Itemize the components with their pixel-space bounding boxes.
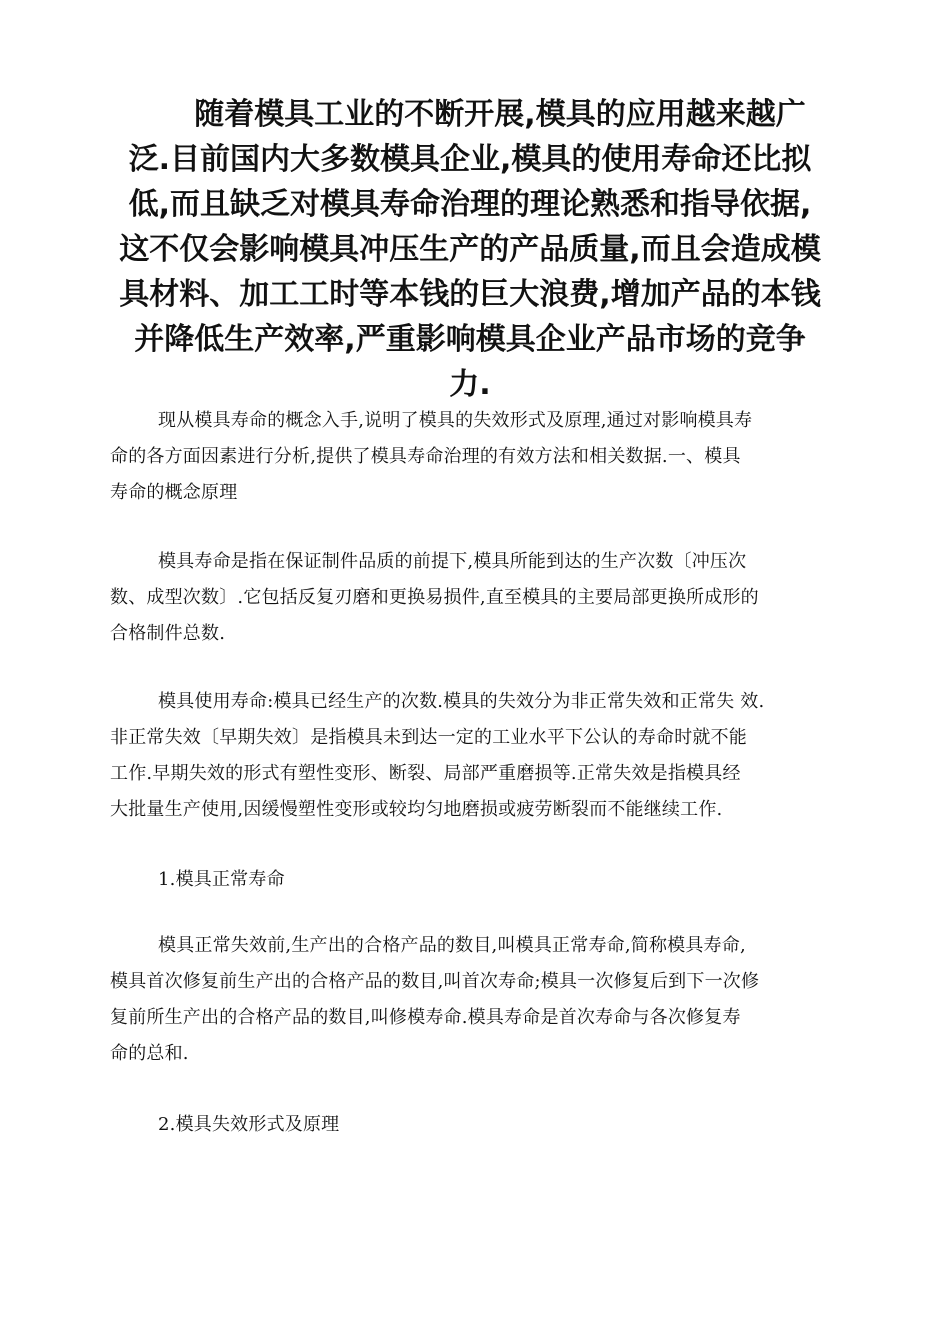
text-line: 模具使用寿命:模具已经生产的次数.模具的失效分为非正常失效和正常失 效. — [158, 691, 765, 712]
abstract-heading — [100, 92, 840, 407]
text-line: 现从模具寿命的概念入手,说明了模具的失效形式及原理,通过对影响模具寿 — [158, 410, 753, 431]
text-line: 命的总和. — [110, 1043, 189, 1064]
text-line: 模具首次修复前生产出的合格产品的数目,叫首次寿命;模具一次修复后到下一次修 — [110, 971, 760, 992]
intro-paragraph — [110, 403, 842, 511]
text-line: 非正常失效〔早期失效〕是指模具未到达一定的工业水平下公认的寿命时就不能 — [110, 727, 747, 748]
section-title: 1.模具正常寿命 — [158, 869, 285, 890]
text-line: 工作.早期失效的形式有塑性变形、断裂、局部严重磨损等.正常失效是指模具经 — [110, 763, 741, 784]
abstract-line: 随着模具工业的不断开展,模具的应用越来越广 — [194, 97, 806, 132]
abstract-line: 这不仅会影响模具冲压生产的产品质量,而且会造成模 — [119, 232, 821, 267]
section-title: 2.模具失效形式及原理 — [158, 1114, 340, 1135]
text-line: 大批量生产使用,因缓慢塑性变形或较均匀地磨损或疲劳断裂而不能继续工作. — [110, 799, 723, 820]
abstract-line: 并降低生产效率,严重影响模具企业产品市场的竞争 — [134, 322, 806, 357]
abstract-line: 低,而且缺乏对模具寿命治理的理论熟悉和指导依据, — [128, 187, 812, 222]
text-line: 模具寿命是指在保证制件品质的前提下,模具所能到达的生产次数〔冲压次 — [158, 551, 747, 572]
definition-paragraph — [110, 544, 842, 652]
abstract-line: 泛.目前国内大多数模具企业,模具的使用寿命还比拟 — [128, 142, 812, 177]
text-line: 复前所生产出的合格产品的数目,叫修模寿命.模具寿命是首次寿命与各次修复寿 — [110, 1007, 741, 1028]
service-life-paragraph — [110, 684, 842, 828]
text-line: 命的各方面因素进行分析,提供了模具寿命治理的有效方法和相关数据.一、模具 — [110, 446, 741, 467]
text-line: 合格制件总数. — [110, 623, 226, 644]
section-heading-2 — [110, 1107, 842, 1143]
abstract-line: 具材料、加工工时等本钱的巨大浪费,增加产品的本钱 — [119, 277, 821, 312]
normal-life-paragraph — [110, 928, 842, 1072]
text-line: 寿命的概念原理 — [110, 482, 238, 503]
abstract-line: 力. — [449, 367, 491, 402]
text-line: 模具正常失效前,生产出的合格产品的数目,叫模具正常寿命,简称模具寿命, — [158, 935, 746, 956]
text-line: 数、成型次数〕.它包括反复刃磨和更换易损件,直至模具的主要局部更换所成形的 — [110, 587, 759, 608]
section-heading-1 — [110, 862, 842, 898]
